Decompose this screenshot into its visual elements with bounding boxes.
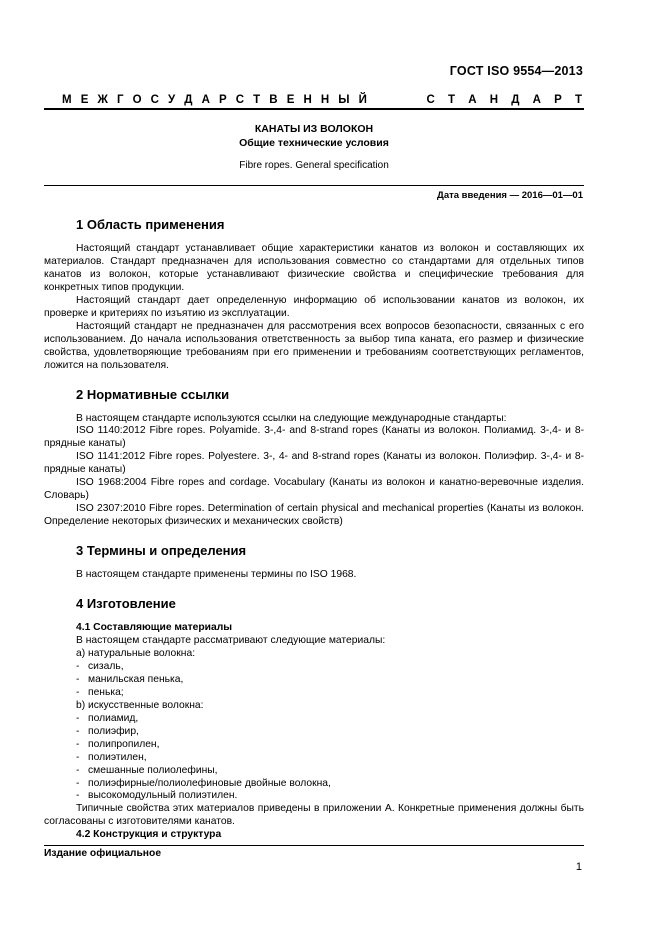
list-item-text: высокомодульный полиэтилен. bbox=[88, 790, 238, 802]
page-number: 1 bbox=[575, 861, 582, 873]
section-3-text: В настоящем стандарте применены термины по ISO 1968. bbox=[76, 569, 357, 581]
standard-number: ГОСТ ISO 9554—2013 bbox=[449, 64, 583, 78]
banner-letter: Ы bbox=[338, 94, 350, 106]
banner-letter: Р bbox=[554, 94, 562, 106]
banner-left-word bbox=[62, 94, 367, 106]
banner-letter: А bbox=[201, 94, 210, 106]
banner-letter: Т bbox=[253, 94, 261, 106]
list-dash: - bbox=[76, 686, 80, 698]
list-item-text: полиэфир, bbox=[88, 725, 139, 737]
section-1-paragraph: Настоящий стандарт дает определенную информацию об использовании канатов из волокон, их проверке и критериях по изъятию из эксплуатации. bbox=[44, 294, 584, 319]
title-rule bbox=[44, 185, 584, 186]
banner-letter: Г bbox=[116, 94, 124, 106]
banner-letter: С bbox=[235, 94, 245, 106]
document-body bbox=[44, 215, 584, 842]
banner-letter: Й bbox=[358, 94, 367, 106]
banner-letter: Н bbox=[303, 94, 312, 106]
list-item bbox=[44, 739, 584, 752]
section-1-paragraph: Настоящий стандарт устанавливает общие характеристики канатов из волокон и составляющих их материалов. Стандарт предназначен для использования совместно со стандартами для отдельных типов канатов из волокон, которые устанавливают физические свойства и специфические требования для конкретных типов продукции. bbox=[44, 243, 584, 293]
typical-properties-paragraph: Типичные свойства этих материалов приведены в приложении А. Конкретные применения должны быть согласованы с изготовителями канатов. bbox=[44, 803, 584, 828]
list-dash: - bbox=[76, 725, 80, 737]
list-dash: - bbox=[76, 751, 80, 763]
banner-letter: М bbox=[62, 94, 72, 106]
banner-letter: У bbox=[168, 94, 176, 106]
natural-fibres-list bbox=[44, 661, 584, 700]
list-item bbox=[44, 726, 584, 739]
document-title-english: Fibre ropes. General specification bbox=[239, 160, 389, 171]
materials-intro: В настоящем стандарте рассматривают следующие материалы: bbox=[76, 635, 386, 647]
list-dash: - bbox=[76, 712, 80, 724]
banner-letter: Е bbox=[80, 94, 89, 106]
banner-letter: Н bbox=[489, 94, 499, 106]
list-dash: - bbox=[76, 738, 80, 750]
banner-letter: Е bbox=[286, 94, 295, 106]
normative-reference: ISO 1140:2012 Fibre ropes. Polyamide. 3-,4- and 8-strand ropes (Канаты из волокон. Полиамид. 3-,4- и 8-прядные канаты) bbox=[44, 425, 584, 450]
list-item-text: полиэтилен, bbox=[88, 751, 147, 763]
synthetic-fibres-list bbox=[44, 713, 584, 804]
banner-letter: С bbox=[426, 94, 435, 106]
list-item bbox=[44, 713, 584, 726]
banner-letter: О bbox=[132, 94, 142, 106]
list-item bbox=[44, 752, 584, 765]
list-item-text: полиамид, bbox=[88, 712, 139, 724]
list-item bbox=[44, 765, 584, 778]
document-subtitle: Общие технические условия bbox=[239, 137, 389, 149]
banner-letter: Ж bbox=[97, 94, 108, 106]
normative-reference: ISO 1968:2004 Fibre ropes and cordage. Vocabulary (Канаты из волокон и канатно-веревочные изделия. Словарь) bbox=[44, 477, 584, 502]
natural-fibres-label: а) натуральные волокна: bbox=[76, 647, 196, 659]
banner-letter: А bbox=[468, 94, 477, 106]
list-item-text: пенька; bbox=[88, 686, 124, 698]
section-1-paragraph: Настоящий стандарт не предназначен для рассмотрения всех вопросов безопасности, связанных с его использованием. До начала использования ответственность за выбор типа каната, его размер и физические свойства, удовлетворяющие требованиям при его применении и требованиям соответствующих регламентов, ложится на пользователя. bbox=[44, 320, 584, 371]
document-title: КАНАТЫ ИЗ ВОЛОКОН bbox=[254, 123, 374, 135]
banner-letter: Д bbox=[184, 94, 193, 106]
list-dash: - bbox=[76, 790, 80, 802]
normative-reference: ISO 1141:2012 Fibre ropes. Polyestere. 3-, 4- and 8-strand ropes (Канаты из волокон. Полиэфир. 3-,4- и 8-прядные канаты) bbox=[44, 451, 584, 476]
list-item-text: манильская пенька, bbox=[88, 673, 184, 685]
section-2-intro: В настоящем стандарте используются ссылки на следующие международные стандарты: bbox=[76, 412, 507, 424]
list-item-text: полипропилен, bbox=[88, 738, 160, 750]
banner-letter: Р bbox=[218, 94, 227, 106]
banner-letter: Т bbox=[448, 94, 456, 106]
list-item bbox=[44, 687, 584, 700]
list-item-text: сизаль, bbox=[88, 660, 124, 672]
banner-right-word bbox=[427, 94, 583, 106]
subsection-4-1-heading: 4.1 Составляющие материалы bbox=[76, 622, 233, 634]
footer-rule bbox=[44, 845, 584, 846]
list-item bbox=[44, 661, 584, 674]
list-item bbox=[44, 778, 584, 791]
section-3-heading: 3 Термины и определения bbox=[76, 543, 247, 559]
list-item bbox=[44, 790, 584, 803]
banner-letter: В bbox=[269, 94, 278, 106]
banner-letter: Т bbox=[574, 94, 582, 106]
list-dash: - bbox=[76, 777, 80, 789]
section-4-heading: 4 Изготовление bbox=[76, 596, 176, 612]
section-2-heading: 2 Нормативные ссылки bbox=[76, 386, 230, 402]
list-item-text: полиэфирные/полиолефиновые двойные волокна, bbox=[88, 777, 331, 789]
banner-letter: А bbox=[532, 94, 541, 106]
header-rule bbox=[44, 108, 584, 110]
list-dash: - bbox=[76, 673, 80, 685]
introduction-date: Дата введения — 2016—01—01 bbox=[437, 190, 583, 201]
list-item-text: смешанные полиолефины, bbox=[88, 764, 218, 776]
banner-letter: Д bbox=[511, 94, 520, 106]
official-edition-label: Издание официальное bbox=[44, 848, 162, 859]
subsection-4-2-heading: 4.2 Конструкция и структура bbox=[76, 829, 222, 841]
list-item bbox=[44, 674, 584, 687]
banner-letter: С bbox=[150, 94, 159, 106]
list-dash: - bbox=[76, 660, 80, 672]
list-dash: - bbox=[76, 764, 80, 776]
section-1-heading: 1 Область применения bbox=[76, 217, 225, 232]
interstate-standard-banner bbox=[62, 94, 582, 106]
synthetic-fibres-label: b) искусственные волокна: bbox=[76, 699, 204, 711]
banner-letter: Н bbox=[320, 94, 330, 106]
normative-reference: ISO 2307:2010 Fibre ropes. Determination of certain physical and mechanical properties (Канаты из волокон. Определение некоторых физических и механических свойств) bbox=[44, 503, 584, 528]
